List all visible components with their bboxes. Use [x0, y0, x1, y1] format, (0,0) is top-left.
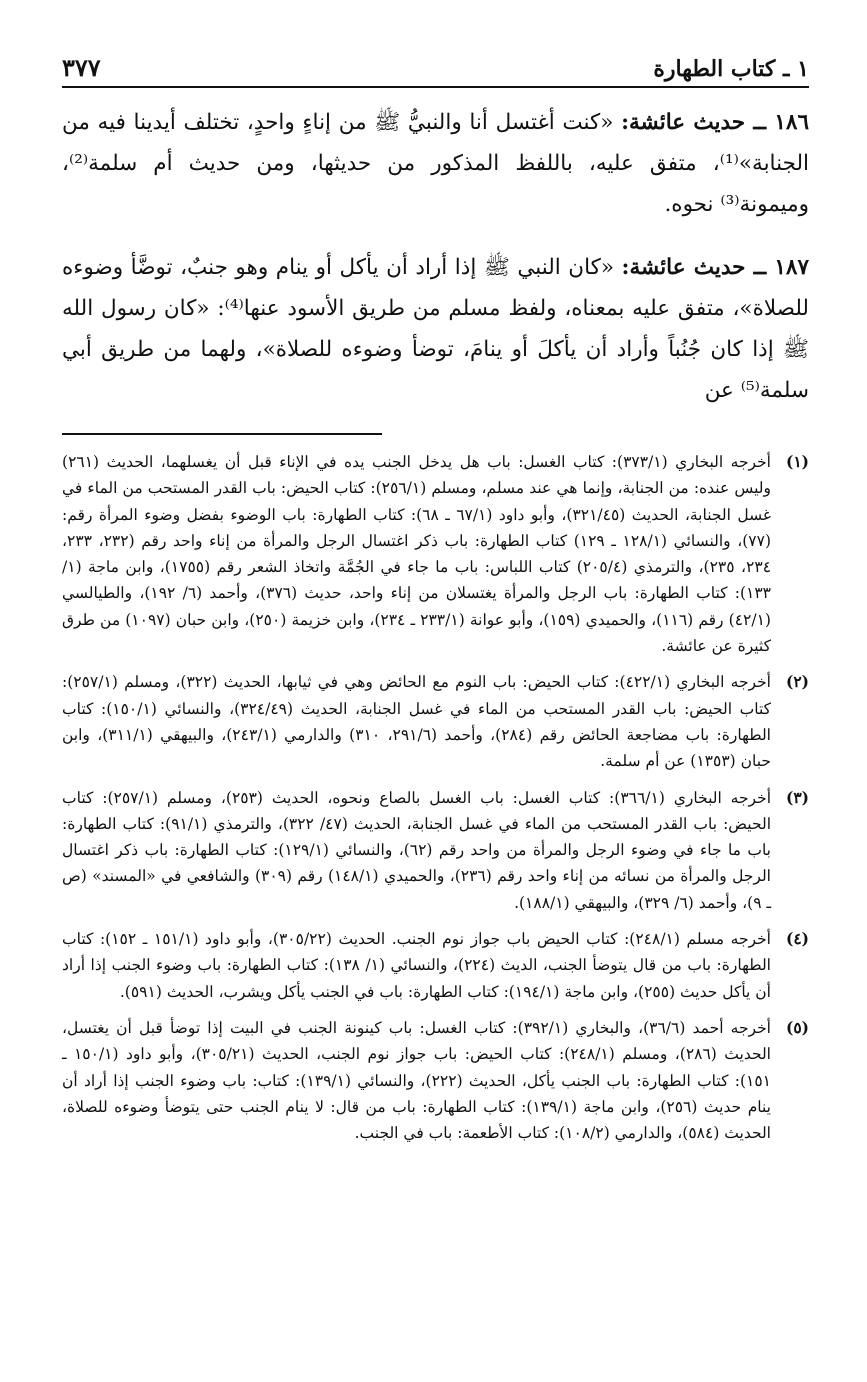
footnote-text: أخرجه أحمد (٣٦/٦)، والبخاري (٣٩٢/١): كتاب الغسل: باب كينونة الجنب في البيت إذا توضأ قبل أن يغتسل، الحديث (٢٨٦)، ومسلم (٢٤٨/١): كتاب الحيض: باب جواز نوم الجنب، الحديث (٣٠٥/٢١)، وأبو داود (١٥٠/١ ـ ١٥١): كتاب الطهارة: باب الجنب يأكل، الحديث (٢٢٢)، والنسائي (١٣٩/١): كتاب: باب وضوء الجنب إذا أراد أن ينام حديث (٢٥٦)، وابن ماجة (١٣٩/١): كتاب الطهارة: باب من قال: لا ينام الجنب حتى يتوضأ وضوءه للصلاة، الحديث (٥٨٤)، والدارمي (١٠٨/٢): كتاب الأطعمة: باب في الجنب. — [62, 1018, 771, 1143]
footnotes — [62, 449, 809, 1146]
hadith-lead: ١٨٦ ــ حديث عائشة: — [621, 110, 809, 135]
hadith-187 — [62, 247, 809, 411]
page-number: ٣٧٧ — [62, 53, 101, 82]
footnote-number: (٢) — [785, 672, 809, 692]
footnote-number: (٥) — [785, 1017, 809, 1037]
footnote-1 — [62, 449, 809, 659]
footnote-number: (٤) — [785, 929, 809, 949]
main-text — [62, 102, 809, 411]
page-header — [62, 40, 809, 88]
hadith-186 — [62, 102, 809, 225]
hadith-text: «كان النبي ﷺ إذا أراد أن يأكل أو ينام وهو جنبٌ، توضَّأ وضوءه للصلاة»، متفق عليه بمعناه، ولفظ مسلم من طريق الأسود عنها⁽⁴⁾: «كان رسول الله ﷺ إذا كان جُنُباً وأراد أن يأكلَ أو ينامَ، توضأ وضوءه للصلاة»، ولهما من طريق أبي سلمة⁽⁵⁾ عن — [62, 255, 809, 403]
footnote-3 — [62, 785, 809, 916]
chapter-title: ١ ـ كتاب الطهارة — [653, 56, 809, 82]
footnote-4 — [62, 926, 809, 1005]
hadith-lead: ١٨٧ ــ حديث عائشة: — [621, 255, 810, 280]
footnote-text: أخرجه البخاري (٣٦٦/١): كتاب الغسل: باب الغسل بالصاع ونحوه، الحديث (٢٥٣)، ومسلم (٢٥٧/١): كتاب الحيض: باب القدر المستحب من الماء في غسل الجنابة، الحديث (٤٧/ ٣٢٢)، والترمذي (٩١/١): كتاب الطهارة: باب ما جاء في وضوء الرجل والمرأة من واحد رقم (٦٢)، والنسائي (١٢٩/١): كتاب الطهارة: باب ذكر اغتسال الرجل والمرأة من نسائه من إناء واحد رقم (٢٣٦)، والحميدي (١٤٨/١) رقم (٣٠٩) والشافعي في «المسند» (ص ـ ٩)، وأحمد (٦/ ٣٢٩)، والبيهقي (١٨٨/١). — [62, 788, 772, 912]
footnote-separator — [62, 433, 382, 435]
footnote-text: أخرجه البخاري (٤٢٢/١): كتاب الحيض: باب النوم مع الحائض وهي في ثيابها، الحديث (٣٢٢)، ومسلم (٢٥٧/١): كتاب الحيض: باب القدر المستحب من الماء في غسل الجنابة، الحديث (٣٢٤/٤٩)، والنسائي (١٥٠/١): كتاب الطهارة: باب مضاجعة الحائض رقم (٢٨٤)، وأحمد (٢٩١/٦، ٣١٠) والدارمي (٢٤٣/١)، والبيهقي (٣١١/١)، وابن حبان (١٣٥٣) عن أم سلمة. — [62, 673, 771, 771]
footnote-number: (١) — [785, 452, 809, 471]
hadith-text: «كنت أغتسل أنا والنبيُّ ﷺ من إناءٍ واحدٍ، تختلف أيدينا فيه من الجنابة»⁽¹⁾، متفق عليه، باللفظ المذكور من حديثها، ومن حديث أم سلمة⁽²⁾، وميمونة⁽³⁾ نحوه. — [62, 110, 809, 217]
footnote-2 — [62, 669, 809, 774]
footnote-number: (٣) — [785, 787, 809, 807]
footnote-text: أخرجه البخاري (٣٧٣/١): كتاب الغسل: باب هل يدخل الجنب يده في الإناء قبل أن يغسلهما، الحديث (٢٦١) وليس عنده: من الجنابة، وإنما هي عند مسلم، ومسلم (٢٥٦/١): كتاب الحيض: باب القدر المستحب من الماء في غسل الجنابة، الحديث (٣٢١/٤٥)، وأبو داود (٦٧/١ ـ ٦٨): كتاب الطهارة: باب الوضوء بفضل وضوء المرأة رقم: (٧٧)، والنسائي (١٢٨/١ ـ ١٢٩) كتاب الطهارة: باب ذكر اغتسال الرجل والمرأة من إناء واحد رقم (٢٣٢، ٢٣٣، ٢٣٤، ٢٣٥)، والترمذي (٢٠٥/٤) كتاب اللباس: باب ما جاء في الجُمَّة واتخاذ الشعر رقم (١٧٥٥)، وابن ماجة (١/ ١٣٣): كتاب الطهارة: باب الرجل والمرأة يغتسلان من إناء واحد، حديث (٣٧٦)، وأحمد (٦/ ١٩٢)، والطيالسي (٤٢/١) رقم (١١٦)، والحميدي (١٥٩)، وأبو عوانة (٢٣٣/١ ـ ٢٣٤)، وابن خزيمة (٢٥٠)، وابن حبان (١٠٩٧) من طرق كثيرة عن عائشة. — [62, 453, 772, 656]
footnote-5 — [62, 1015, 809, 1146]
footnote-text: أخرجه مسلم (٢٤٨/١): كتاب الحيض باب جواز نوم الجنب. الحديث (٣٠٥/٢٢)، وأبو داود (١٥١/١ ـ ١٥٢): كتاب الطهارة: باب من قال يتوضأ الجنب، الديث (٢٢٤)، والنسائي (١/ ١٣٨): كتاب الطهارة: باب وضوء الجنب إذا أراد أن يأكل حديث (٢٥٥)، وابن ماجة (١٩٤/١): كتاب الطهارة: باب في الجنب يأكل ويشرب، الحديث (٥٩١). — [62, 930, 771, 1001]
